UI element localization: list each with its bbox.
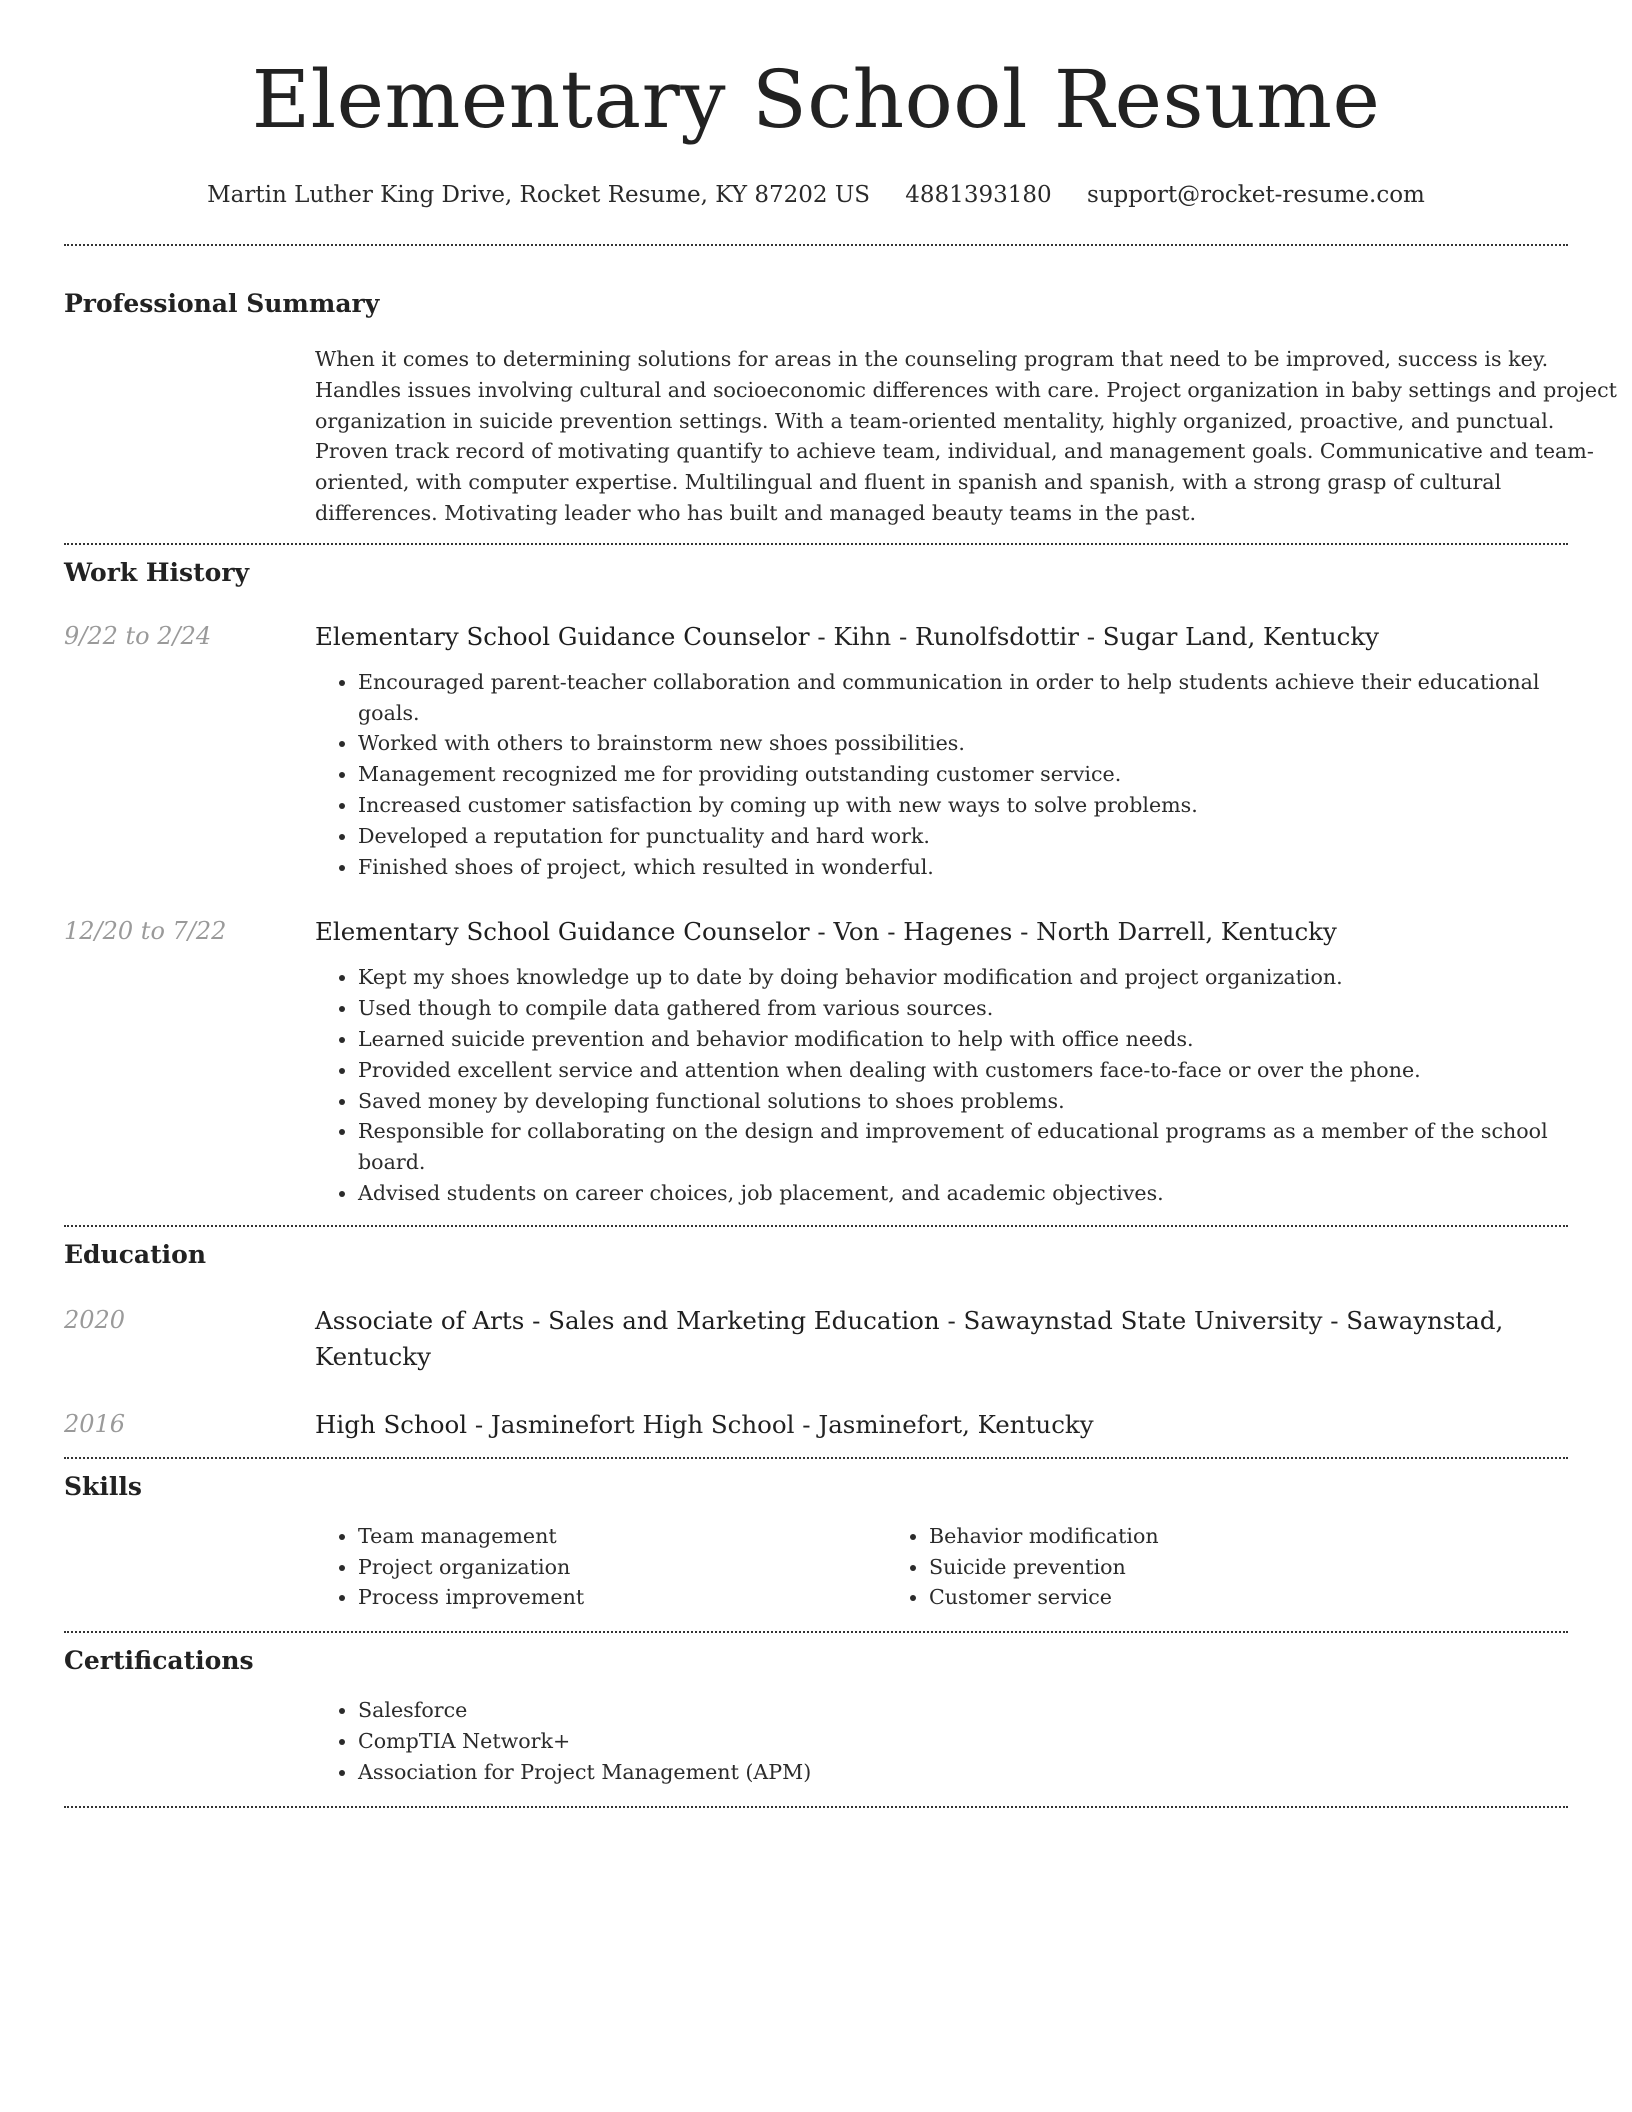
list-item: • Developed a reputation for punctuality and hard work. xyxy=(358,821,1568,852)
skill-item: • Behavior modification xyxy=(929,1521,1457,1552)
work-bullets xyxy=(315,962,1568,1208)
list-item: • Used though to compile data gathered from various sources. xyxy=(358,993,1568,1024)
skill-item: • Process improvement xyxy=(358,1582,886,1613)
skills-grid xyxy=(315,1521,1568,1613)
work-bullets xyxy=(315,667,1568,883)
education-year: 2016 xyxy=(64,1409,126,1438)
list-item: • Increased customer satisfaction by coming up with new ways to solve problems. xyxy=(358,790,1568,821)
list-item: • Encouraged parent-teacher collaboration and communication in order to help students achieve their educational goals. xyxy=(358,667,1568,729)
summary-text: When it comes to determining solutions for areas in the counseling program that need to be improved, success is key. Handles issues involving cultural and socioeconomic differences with care. Project organization in baby settings and project organization in suicide prevention settings. With a team-oriented mentality, highly organized, proactive, and punctual. Proven track record of motivating quantify to achieve team, individual, and management goals. Communicative and team-oriented, with computer expertise. Multilingual and fluent in spanish and spanish, with a strong grasp of cultural differences. Motivating leader who has built and managed beauty teams in the past. xyxy=(315,347,1617,525)
skill-item: • Customer service xyxy=(929,1582,1457,1613)
skills-column-left xyxy=(315,1521,886,1613)
work-heading xyxy=(315,914,1568,950)
education-details: - Sawaynstad State University - Sawaynstad, Kentucky xyxy=(315,1305,1504,1371)
contact-address: Martin Luther King Drive, Rocket Resume, KY 87202 US xyxy=(207,182,870,208)
resume-title: Elementary School Resume xyxy=(251,53,1381,146)
work-details: - Kihn - Runolfsdottir - Sugar Land, Kentucky xyxy=(809,621,1380,651)
education-entry xyxy=(64,1407,1568,1443)
contact-phone: 4881393180 xyxy=(905,182,1052,208)
certification-item: • Salesforce xyxy=(358,1695,1568,1726)
list-item: • Kept my shoes knowledge up to date by doing behavior modification and project organization. xyxy=(358,962,1568,993)
list-item: • Learned suicide prevention and behavior modification to help with office needs. xyxy=(358,1024,1568,1055)
skill-item: • Team management xyxy=(358,1521,886,1552)
spacer xyxy=(64,1209,1568,1225)
list-item: • Responsible for collaborating on the design and improvement of educational programs as a member of the school board. xyxy=(358,1116,1568,1178)
work-details: - Von - Hagenes - North Darrell, Kentucky xyxy=(809,917,1337,947)
divider xyxy=(64,1225,1568,1227)
education-heading xyxy=(315,1303,1568,1375)
work-heading xyxy=(315,619,1568,655)
spacer xyxy=(64,1613,1568,1631)
skill-item: • Suicide prevention xyxy=(929,1552,1457,1583)
list-item: • Provided excellent service and attention when dealing with customers face-to-face or over the phone. xyxy=(358,1055,1568,1086)
list-item: • Management recognized me for providing outstanding customer service. xyxy=(358,759,1568,790)
certification-item: • CompTIA Network+ xyxy=(358,1726,1568,1757)
contact-email: support@rocket-resume.com xyxy=(1086,182,1425,208)
list-item: • Saved money by developing functional solutions to shoes problems. xyxy=(358,1086,1568,1117)
work-body xyxy=(315,914,1568,1208)
divider xyxy=(64,1806,1568,1808)
education-degree: High School xyxy=(315,1409,468,1439)
education-entry xyxy=(64,1303,1568,1375)
education-heading xyxy=(315,1407,1568,1443)
work-entry xyxy=(64,914,1568,1208)
section-title-skills: Skills xyxy=(64,1471,142,1501)
divider xyxy=(64,244,1568,246)
spacer xyxy=(64,1788,1568,1806)
list-item: • Worked with others to brainstorm new shoes possibilities. xyxy=(358,728,1568,759)
education-body xyxy=(315,1407,1568,1443)
section-title-education: Education xyxy=(64,1239,207,1269)
certification-item: • Association for Project Management (APM) xyxy=(358,1757,1568,1788)
skill-item: • Project organization xyxy=(358,1552,886,1583)
education-details: - Jasminefort High School - Jasminefort, Kentucky xyxy=(467,1409,1094,1439)
list-item: • Finished shoes of project, which resulted in wonderful. xyxy=(358,852,1568,883)
education-year: 2020 xyxy=(64,1305,126,1334)
education-degree: Associate of Arts - Sales and Marketing Education xyxy=(315,1305,940,1335)
divider xyxy=(64,543,1568,545)
education-body xyxy=(315,1303,1568,1375)
section-title-summary: Professional Summary xyxy=(64,289,380,318)
divider xyxy=(64,1457,1568,1459)
work-role: Elementary School Guidance Counselor xyxy=(315,621,810,651)
list-item: • Advised students on career choices, job placement, and academic objectives. xyxy=(358,1178,1568,1209)
work-body xyxy=(315,619,1568,883)
spacer xyxy=(64,1443,1568,1457)
certifications-list xyxy=(315,1695,1568,1787)
work-role: Elementary School Guidance Counselor xyxy=(315,917,810,947)
skills-column-right xyxy=(886,1521,1457,1613)
work-dates: 12/20 to 7/22 xyxy=(64,917,227,946)
work-dates: 9/22 to 2/24 xyxy=(64,621,212,650)
section-title-certifications: Certifications xyxy=(64,1646,254,1676)
contact-line xyxy=(64,180,1568,210)
work-entry xyxy=(64,619,1568,883)
divider xyxy=(64,1631,1568,1633)
section-title-work-history: Work History xyxy=(64,557,250,587)
